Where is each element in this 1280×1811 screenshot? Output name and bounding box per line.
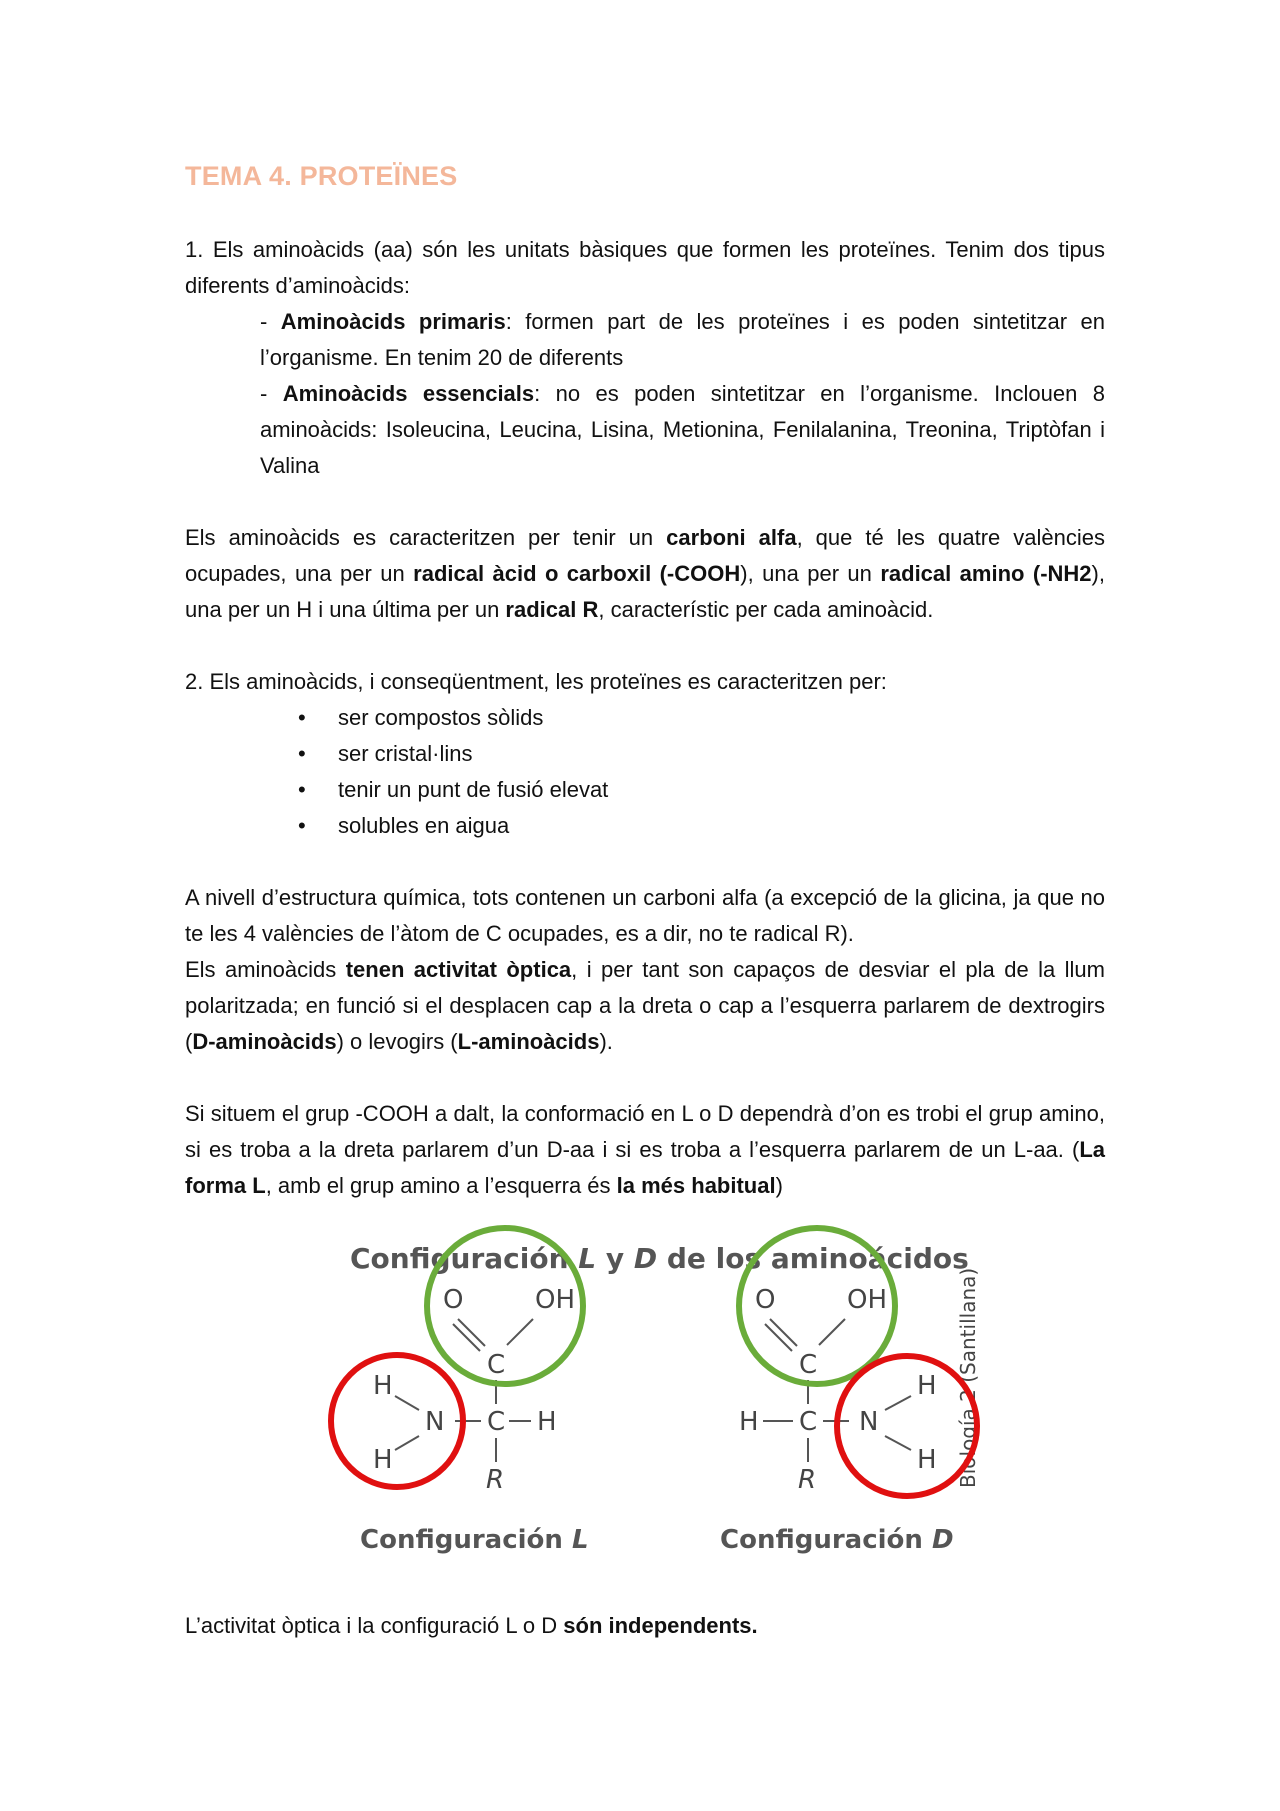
- p4-text-1: Els aminoàcids: [185, 957, 346, 982]
- atom-h-n1-l: H: [373, 1371, 393, 1401]
- amino-acid-configuration-figure: [185, 1218, 1105, 1588]
- l-configuration-structure: [360, 1285, 589, 1555]
- figure-title: Configuración L y D de los aminoácidos: [350, 1242, 969, 1275]
- p2-text-2: , que té les quatre valències ocupades, una per un: [185, 525, 1106, 586]
- p5-bold-2: la més habitual: [616, 1173, 776, 1198]
- atom-h-n2-l: H: [373, 1445, 393, 1475]
- essencials-text: : no es poden sintetitzar en l’organisme. Inclouen 8 aminoàcids: Isoleucina, Leucina, Lisina, Metionina, Fenilalanina, Treonina, Triptòfan i Valina: [260, 381, 1105, 478]
- atom-o-l: O: [443, 1285, 464, 1315]
- atom-n-l: N: [425, 1407, 445, 1437]
- essencials-label: Aminoàcids essencials: [282, 381, 535, 406]
- p5-text-1: Si situem el grup -COOH a dalt, la conformació en L o D dependrà d’on es trobi el grup amino, si es troba a la dreta parlarem d’un D-aa i si es troba a l’esquerra parlarem de un L-aa. (: [185, 1101, 1105, 1162]
- atom-oh-d: OH: [847, 1285, 888, 1315]
- list-item: • ser compostos sòlids: [185, 700, 1105, 736]
- atom-h-alpha-l: H: [537, 1407, 557, 1437]
- p2-bold-3: radical amino (-NH2: [880, 561, 1092, 586]
- primaris-dash: -: [260, 309, 281, 334]
- page-title: TEMA 4. PROTEÏNES: [185, 161, 458, 191]
- atom-h-n2-d: H: [917, 1445, 937, 1475]
- paragraph-estructura: A nivell d’estructura química, tots contenen un carboni alfa (a excepció de la glicina, ja que no te les 4 valències de l’àtom de C ocupades, es a dir, no te radical R).: [185, 885, 1105, 946]
- paragraph-conformacio: [185, 1096, 1105, 1204]
- p4-text-4: ).: [599, 1029, 613, 1054]
- p2-text-3: ), una per un: [740, 561, 881, 586]
- atom-n-d: N: [859, 1407, 879, 1437]
- p2-bold-4: radical R: [505, 597, 599, 622]
- section2-intro: 2. Els aminoàcids, i conseqüentment, les proteïnes es caracteritzen per:: [185, 669, 887, 694]
- caption-config-l: Configuración L: [360, 1525, 589, 1555]
- atom-c-alpha-d: C: [799, 1407, 818, 1437]
- p2-bold-2: radical àcid o carboxil (-COOH: [413, 561, 741, 586]
- atom-o-d: O: [755, 1285, 776, 1315]
- p5-bold-1: La forma L: [185, 1137, 1105, 1198]
- atom-c-carboxyl-l: C: [487, 1350, 506, 1380]
- atom-oh-l: OH: [535, 1285, 576, 1315]
- p6-text-1: L’activitat òptica i la configuració L o D: [185, 1613, 564, 1638]
- document-page: [185, 150, 1105, 1644]
- properties-list: [185, 700, 1105, 844]
- atom-c-alpha-l: C: [487, 1407, 506, 1437]
- primaris-label: Aminoàcids primaris: [280, 309, 506, 334]
- list-item: • solubles en aigua: [185, 808, 1105, 844]
- figure-credit: Biología 2 (Santillana): [956, 1267, 980, 1488]
- primaris-item: [260, 304, 1105, 376]
- atom-h-n1-d: H: [917, 1371, 937, 1401]
- p4-bold-2: D-aminoàcids: [192, 1029, 337, 1054]
- primaris-text: : formen part de les proteïnes i es poden sintetitzar en l’organisme. En tenim 20 de diferents: [260, 309, 1105, 370]
- p2-text-5: , característic per cada aminoàcid.: [598, 597, 934, 622]
- p5-text-3: ): [775, 1173, 783, 1198]
- essencials-item: [260, 376, 1105, 484]
- p2-bold-1: carboni alfa: [666, 525, 797, 550]
- p6-bold-1: són independents.: [563, 1613, 758, 1638]
- atom-r-l: R: [486, 1465, 505, 1495]
- configuration-diagram: [185, 1218, 1105, 1588]
- p2-text-4: ), una per un H i una última per un: [185, 561, 1105, 622]
- p2-text-1: Els aminoàcids es caracteritzen per tenir un: [185, 525, 667, 550]
- p5-text-2: , amb el grup amino a l’esquerra és: [265, 1173, 617, 1198]
- list-item: • tenir un punt de fusió elevat: [185, 772, 1105, 808]
- paragraph-independents: [185, 1608, 1105, 1644]
- caption-config-d: Configuración D: [720, 1525, 954, 1555]
- atom-r-d: R: [798, 1465, 817, 1495]
- p4-bold-3: L-aminoàcids: [457, 1029, 600, 1054]
- p4-text-3: ) o levogirs (: [336, 1029, 458, 1054]
- atom-h-alpha-d: H: [739, 1407, 759, 1437]
- section1-intro: 1. Els aminoàcids (aa) són les unitats bàsiques que formen les proteïnes. Tenim dos tipus diferents d’aminoàcids:: [185, 237, 1105, 298]
- p4-bold-1: tenen activitat òptica: [345, 957, 572, 982]
- list-item: • ser cristal·lins: [185, 736, 1105, 772]
- essencials-dash: -: [260, 381, 283, 406]
- p4-text-2: , i per tant son capaços de desviar el pla de la llum polaritzada; en funció si el desplacen cap a la dreta o cap a l’esquerra parlarem de dextrogirs (: [185, 957, 1105, 1054]
- paragraph-carboni-alfa: [185, 520, 1105, 628]
- paragraph-activitat-optica: [185, 952, 1105, 1060]
- atom-c-carboxyl-d: C: [799, 1350, 818, 1380]
